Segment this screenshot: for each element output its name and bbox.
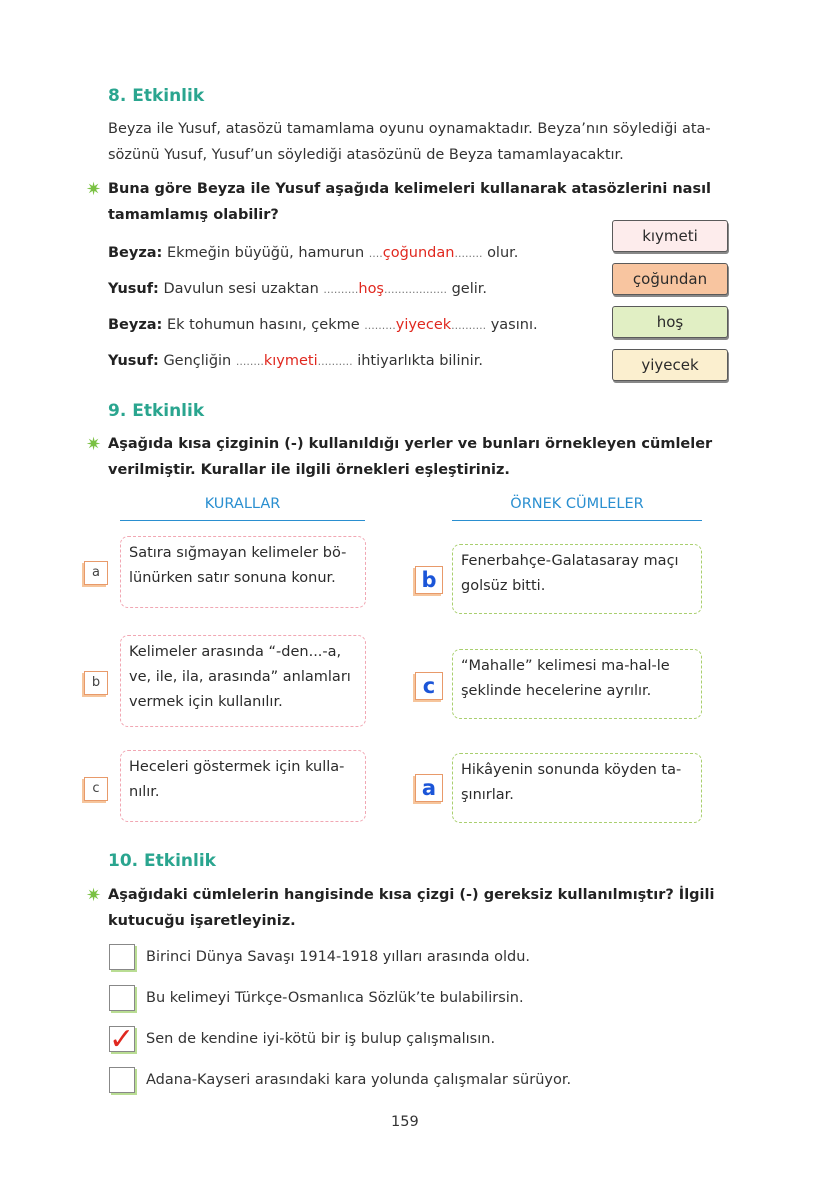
example-text-line: “Mahalle” kelimesi ma-hal-le bbox=[461, 658, 670, 674]
rule-label-c: c bbox=[84, 777, 108, 801]
proverb-line bbox=[108, 348, 483, 375]
rule-label-b: b bbox=[84, 671, 108, 695]
option-text: Birinci Dünya Savaşı 1914-1918 yılları arasında oldu. bbox=[146, 949, 531, 965]
proverb-line bbox=[108, 240, 518, 267]
bullet-star-icon: ✷ bbox=[86, 179, 102, 200]
activity-8-intro-line-2: sözünü Yusuf, Yusuf’un söylediği atasözünü de Beyza tamamlayacaktır. bbox=[108, 147, 624, 163]
rule-text-line: Satıra sığmayan kelimeler bö- bbox=[129, 545, 347, 561]
rule-text-line: Heceleri göstermek için kulla- bbox=[129, 759, 345, 775]
activity-9-heading: 9. Etkinlik bbox=[108, 401, 205, 421]
example-text-line: şınırlar. bbox=[461, 787, 514, 803]
activity-8-question-line-1: Buna göre Beyza ile Yusuf aşağıda kelimeleri kullanarak atasözlerini nasıl bbox=[108, 181, 712, 197]
activity-8-question-line-2: tamamlamış olabilir? bbox=[108, 207, 279, 223]
rule-box-b bbox=[120, 635, 366, 727]
word-box-kiymeti[interactable]: kıymeti bbox=[612, 220, 728, 252]
rule-label-a: a bbox=[84, 561, 108, 585]
proverb-text-before: Ek tohumun hasını, çekme bbox=[166, 317, 360, 333]
speaker-name: Yusuf: bbox=[108, 281, 159, 297]
proverb-text-before: Ekmeğin büyüğü, hamurun bbox=[166, 245, 365, 261]
blank-dots: .... bbox=[368, 247, 383, 260]
rule-box-a bbox=[120, 536, 366, 608]
rule-box-c bbox=[120, 750, 366, 822]
option-text: Sen de kendine iyi-kötü bir iş bulup çalışmalısın. bbox=[146, 1031, 496, 1047]
blank-dots: ........ bbox=[454, 247, 483, 260]
example-answer-b[interactable]: b bbox=[415, 566, 443, 594]
bullet-star-icon: ✷ bbox=[86, 434, 102, 455]
example-answer-c[interactable]: c bbox=[415, 672, 443, 700]
activity-8-heading: 8. Etkinlik bbox=[108, 86, 205, 106]
column-divider bbox=[452, 520, 702, 521]
blank-dots: .......... bbox=[323, 283, 359, 296]
filled-answer[interactable]: çoğundan bbox=[382, 245, 455, 261]
activity-10-heading: 10. Etkinlik bbox=[108, 851, 216, 871]
blank-dots: ........ bbox=[235, 355, 264, 368]
example-box-3 bbox=[452, 753, 702, 823]
example-box-2 bbox=[452, 649, 702, 719]
activity-10-question-line-1: Aşağıdaki cümlelerin hangisinde kısa çizgi (-) gereksiz kullanılmıştır? İlgili bbox=[108, 887, 715, 903]
rule-text-line: vermek için kullanılır. bbox=[129, 694, 283, 710]
option-checkbox[interactable] bbox=[109, 1067, 135, 1093]
option-checkbox[interactable] bbox=[109, 985, 135, 1011]
column-header-rules: KURALLAR bbox=[204, 496, 281, 512]
option-checkbox[interactable] bbox=[109, 944, 135, 970]
speaker-name: Beyza: bbox=[108, 317, 163, 333]
blank-dots: .................. bbox=[384, 283, 447, 296]
blank-dots: .......... bbox=[451, 319, 487, 332]
example-text-line: şeklinde hecelerine ayrılır. bbox=[461, 683, 652, 699]
example-box-1 bbox=[452, 544, 702, 614]
example-text-line: golsüz bitti. bbox=[461, 578, 546, 594]
rule-text-line: nılır. bbox=[129, 784, 160, 800]
proverb-text-after: olur. bbox=[487, 245, 519, 261]
rule-text-line: ve, ile, ila, arasında” anlamları bbox=[129, 669, 351, 685]
column-header-examples: ÖRNEK CÜMLELER bbox=[510, 496, 644, 512]
activity-9-question-line-2: verilmiştir. Kurallar ile ilgili örnekleri eşleştiriniz. bbox=[108, 462, 510, 478]
speaker-name: Yusuf: bbox=[108, 353, 159, 369]
example-text-line: Fenerbahçe-Galatasaray maçı bbox=[461, 553, 679, 569]
page-number: 159 bbox=[391, 1114, 419, 1130]
proverb-text-before: Gençliğin bbox=[163, 353, 232, 369]
rule-text-line: Kelimeler arasında “-den...-a, bbox=[129, 644, 342, 660]
word-box-cogundan[interactable]: çoğundan bbox=[612, 263, 728, 295]
activity-9-question-line-1: Aşağıda kısa çizginin (-) kullanıldığı yerler ve bunları örnekleyen cümleler bbox=[108, 436, 713, 452]
activity-10-question-line-2: kutucuğu işaretleyiniz. bbox=[108, 913, 296, 929]
checkmark-icon: ✓ bbox=[109, 1022, 135, 1057]
option-checkbox-checked[interactable] bbox=[109, 1022, 135, 1057]
example-text-line: Hikâyenin sonunda köyden ta- bbox=[461, 762, 682, 778]
blank-dots: ......... bbox=[364, 319, 396, 332]
proverb-line bbox=[108, 312, 538, 339]
word-box-yiyecek[interactable]: yiyecek bbox=[612, 349, 728, 381]
filled-answer[interactable]: yiyecek bbox=[395, 317, 452, 333]
speaker-name: Beyza: bbox=[108, 245, 163, 261]
proverb-text-after: ihtiyarlıkta bilinir. bbox=[357, 353, 483, 369]
word-box-hos[interactable]: hoş bbox=[612, 306, 728, 338]
bullet-star-icon: ✷ bbox=[86, 885, 102, 906]
blank-dots: .......... bbox=[317, 355, 353, 368]
option-text: Bu kelimeyi Türkçe-Osmanlıca Sözlük’te bulabilirsin. bbox=[146, 990, 524, 1006]
filled-answer[interactable]: hoş bbox=[358, 281, 384, 297]
filled-answer[interactable]: kıymeti bbox=[263, 353, 318, 369]
option-text: Adana-Kayseri arasındaki kara yolunda çalışmalar sürüyor. bbox=[146, 1072, 572, 1088]
rule-text-line: lünürken satır sonuna konur. bbox=[129, 570, 336, 586]
activity-8-intro-line-1: Beyza ile Yusuf, atasözü tamamlama oyunu oynamaktadır. Beyza’nın söylediği ata- bbox=[108, 121, 711, 137]
proverb-text-after: gelir. bbox=[451, 281, 487, 297]
proverb-text-before: Davulun sesi uzaktan bbox=[163, 281, 319, 297]
proverb-line bbox=[108, 276, 487, 303]
column-divider bbox=[120, 520, 365, 521]
proverb-text-after: yasını. bbox=[490, 317, 538, 333]
example-answer-a[interactable]: a bbox=[415, 774, 443, 802]
